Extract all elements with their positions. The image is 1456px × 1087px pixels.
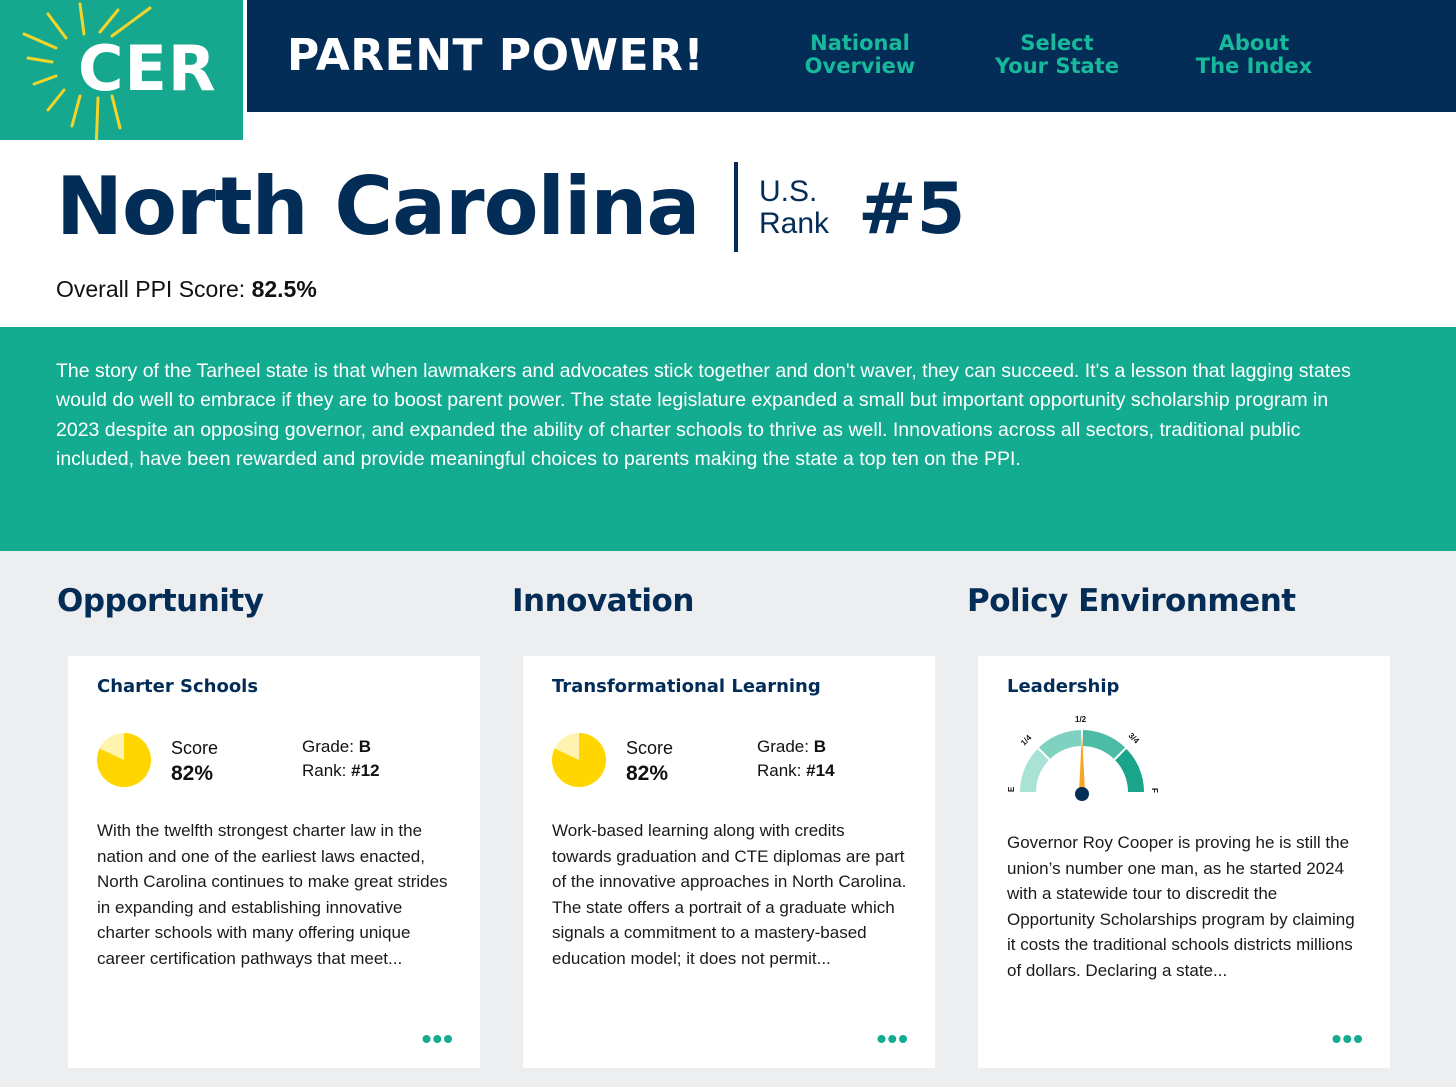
gauge-label-empty: E (1007, 786, 1016, 792)
overall-score-value: 82.5% (251, 276, 317, 302)
section-title-opportunity: Opportunity (57, 583, 264, 619)
us-rank-label: U.S. Rank (759, 175, 830, 240)
more-options-button[interactable]: ••• (876, 1023, 909, 1054)
grade-label: Grade: (302, 737, 354, 756)
section-title-policy-environment: Policy Environment (967, 583, 1296, 619)
card-title: Leadership (1007, 676, 1120, 697)
card-description: With the twelfth strongest charter law in the nation and one of the earliest laws enacted, North Carolina continues to make great strides in expanding and establishing innovative charter schools with many offering unique career certification pathways that meet... (97, 821, 448, 968)
gauge-label-full: F (1150, 788, 1159, 793)
card-description: Work-based learning along with credits towards graduation and CTE diplomas are part of the innovative approaches in North Carolina. The state offers a portrait of a graduate which signals a commitment to a mastery-based education model; it does not permit... (552, 821, 907, 968)
gauge-label-half: 1/2 (1075, 715, 1087, 724)
section-title-innovation: Innovation (512, 583, 694, 619)
card-leadership[interactable] (978, 656, 1390, 1068)
rank-label: Rank: (757, 761, 802, 780)
cer-logo[interactable] (0, 0, 243, 140)
more-options-button[interactable]: ••• (421, 1023, 454, 1054)
score-pie-icon (551, 732, 607, 788)
logo-text: CER (78, 32, 217, 105)
grade-value: B (813, 737, 826, 756)
state-summary-text: The story of the Tarheel state is that when lawmakers and advocates stick together and don't waver, they can succeed. It's a lesson that lagging states would do well to embrace if they are to boost parent power. The state legislature expanded a small but important opportunity scholarship program in 2023 despite an opposing governor, and expanded the ability of charter schools to thrive as well. Innovations across all sectors, traditional public included, have been rewarded and provide meaningful choices to parents making the state a top ten on the PPI. (56, 360, 1351, 470)
score-pie-icon (96, 732, 152, 788)
rank (302, 761, 380, 781)
score-value: 82% (171, 762, 214, 785)
grade (757, 737, 826, 757)
gauge-label-quarter: 1/4 (1019, 733, 1034, 748)
nav-select-your-state[interactable]: Select Your State (995, 31, 1119, 78)
card-description: Governor Roy Cooper is proving he is still the union’s number one man, as he started 2024 with a statewide tour to discredit the Opportunity Scholarships program by claiming it costs the traditional schools districts millions of dollars. Declaring a state... (1007, 833, 1355, 980)
rank-value: #14 (806, 761, 835, 780)
state-summary-band (0, 327, 1456, 551)
rank-label: Rank: (302, 761, 347, 780)
overall-score-label: Overall PPI Score: (56, 276, 246, 302)
title-divider (734, 162, 738, 252)
score-value: 82% (626, 762, 669, 785)
card-title: Charter Schools (97, 676, 259, 697)
card-transformational-learning[interactable] (523, 656, 935, 1068)
nav-national-overview[interactable]: National Overview (804, 31, 916, 78)
brand-title[interactable]: PARENT POWER! (287, 30, 705, 81)
overall-score (56, 276, 317, 303)
more-options-button[interactable]: ••• (1331, 1023, 1364, 1054)
gauge-label-three-quarter: 3/4 (1126, 731, 1141, 746)
gauge-pivot (1075, 787, 1089, 801)
leadership-gauge-icon (1000, 710, 1170, 810)
card-charter-schools[interactable] (68, 656, 480, 1068)
score-label: Score (626, 738, 674, 758)
grade-value: B (358, 737, 371, 756)
rank-value: #12 (351, 761, 380, 780)
state-name: North Carolina (56, 160, 700, 253)
grade (302, 737, 371, 757)
rank (757, 761, 835, 781)
top-nav-bar (247, 0, 1456, 112)
grade-label: Grade: (757, 737, 809, 756)
card-title: Transformational Learning (552, 676, 821, 697)
score-label: Score (171, 738, 219, 758)
us-rank-value: #5 (858, 168, 966, 250)
nav-about-the-index[interactable]: About The Index (1195, 31, 1313, 78)
